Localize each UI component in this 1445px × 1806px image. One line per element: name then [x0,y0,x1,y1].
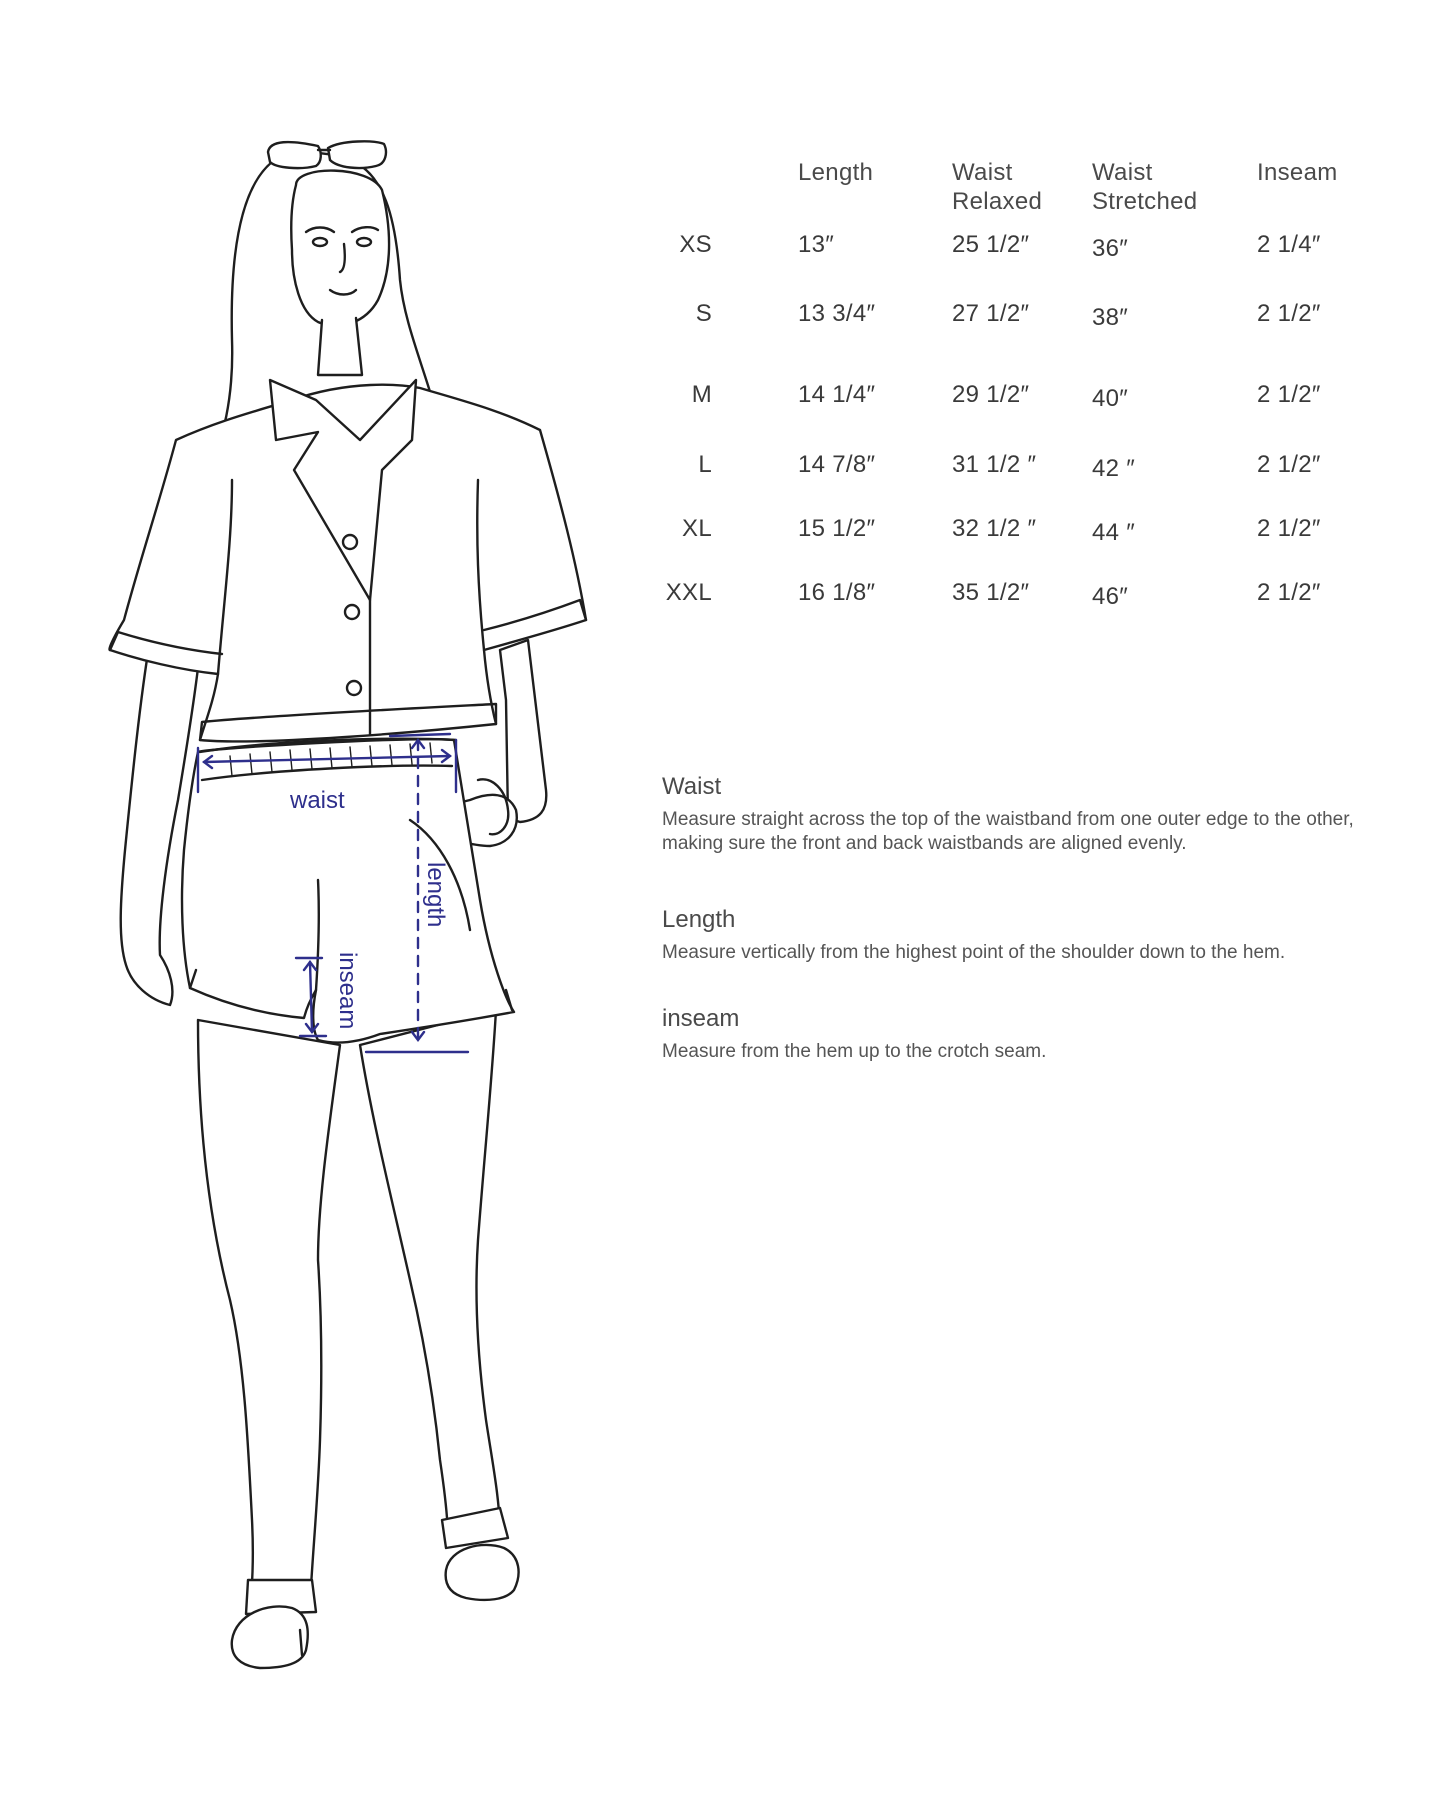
header-waist-relaxed [952,158,1042,216]
note-inseam [662,1004,1402,1064]
waist-stretched-value: 38″ [1092,304,1129,331]
header-line: Waist [952,159,1013,186]
note-title: Waist [662,773,722,800]
inseam-value: 2 1/2″ [1257,300,1321,327]
label-length: length [422,862,449,928]
left-leg [198,1020,340,1605]
header-length [798,158,873,187]
left-sandal [232,1580,316,1668]
header-inseam [1257,158,1338,187]
length-value: 13 3/4″ [798,300,876,327]
note-title: Length [662,906,736,933]
waist-relaxed-value: 32 1/2 ″ [952,515,1037,542]
table-row [650,230,1410,260]
right-arm [500,640,546,822]
inseam-value: 2 1/2″ [1257,579,1321,606]
label-inseam: inseam [334,952,361,1030]
inseam-value: 2 1/2″ [1257,515,1321,542]
waist-relaxed-value: 31 1/2 ″ [952,451,1037,478]
note-waist [662,772,1402,856]
length-value: 15 1/2″ [798,515,876,542]
size-label: M [691,381,712,408]
header-line: Relaxed [952,188,1043,215]
waist-stretched-value: 40″ [1092,385,1129,412]
length-value: 13″ [798,231,835,258]
shirt-button [345,605,359,619]
table-row [650,380,1410,410]
table-row [650,299,1410,329]
shirt-button [343,535,357,549]
size-label: XXL [665,579,712,606]
header-waist-stretched [1092,158,1197,216]
note-text: Measure from the hem up to the crotch seam. [662,1041,1047,1062]
note-text: Measure vertically from the highest point of the shoulder down to the hem. [662,942,1286,963]
length-value: 14 1/4″ [798,381,876,408]
waist-stretched-value: 44 ″ [1092,519,1136,546]
waist-stretched-value: 46″ [1092,583,1129,610]
face [291,171,389,326]
shirt-button [347,681,361,695]
right-sandal [442,1508,519,1600]
size-label: L [698,451,712,478]
table-row [650,578,1410,608]
inseam-value: 2 1/2″ [1257,381,1321,408]
waist-relaxed-value: 29 1/2″ [952,381,1030,408]
waist-stretched-value: 36″ [1092,235,1129,262]
size-label: XL [682,515,712,542]
inseam-value: 2 1/2″ [1257,451,1321,478]
note-title: inseam [662,1005,740,1032]
header-line: Stretched [1092,188,1198,215]
note-text: Measure straight across the top of the waistband from one outer edge to the other, making sure the front and back waistbands are aligned evenly. [662,809,1354,854]
header-line: Waist [1092,159,1153,186]
length-value: 16 1/8″ [798,579,876,606]
neck [318,318,362,375]
figure-illustration [0,0,640,1806]
header-line: Inseam [1257,159,1338,186]
table-row [650,514,1410,544]
header-line: Length [798,159,874,186]
size-label: S [695,300,712,327]
size-label: XS [679,231,712,258]
length-value: 14 7/8″ [798,451,876,478]
waist-relaxed-value: 25 1/2″ [952,231,1030,258]
waist-relaxed-value: 35 1/2″ [952,579,1030,606]
person-line-drawing [110,141,586,1668]
right-leg [360,1010,500,1540]
inseam-value: 2 1/4″ [1257,231,1321,258]
waist-stretched-value: 42 ″ [1092,455,1136,482]
table-row [650,450,1410,480]
waist-relaxed-value: 27 1/2″ [952,300,1030,327]
label-waist: waist [290,787,345,814]
note-length [662,905,1402,965]
